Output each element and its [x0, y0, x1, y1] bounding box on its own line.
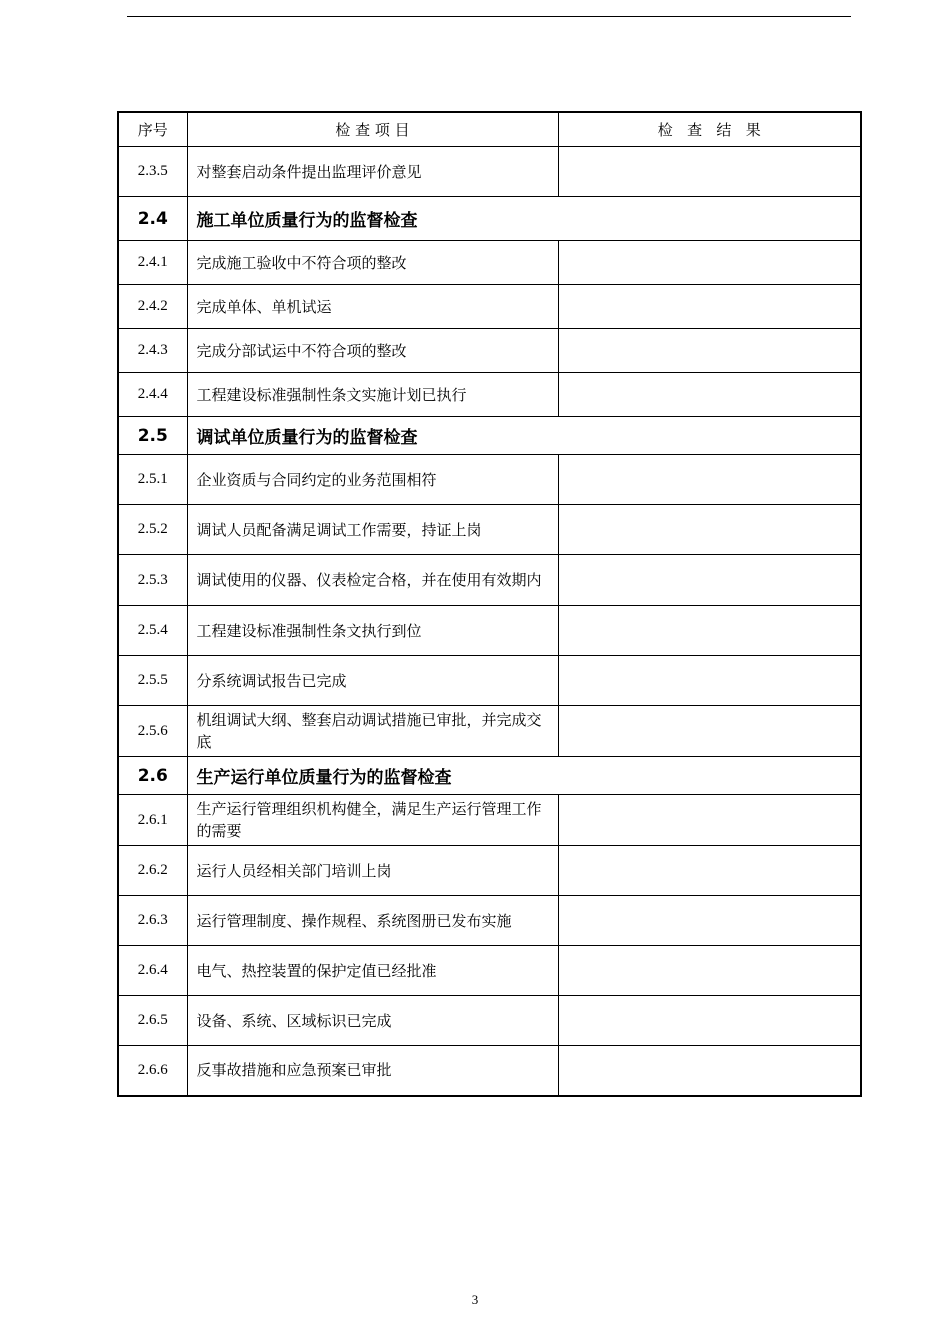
result-cell[interactable] [558, 329, 861, 373]
item-number: 2.5.4 [118, 606, 187, 656]
section-row [118, 417, 861, 455]
item-number: 2.6.1 [118, 795, 187, 846]
result-cell[interactable] [558, 846, 861, 896]
item-number: 2.4.4 [118, 373, 187, 417]
result-cell[interactable] [558, 656, 861, 706]
item-description: 工程建设标准强制性条文实施计划已执行 [187, 373, 558, 417]
result-cell[interactable] [558, 1046, 861, 1096]
item-number: 2.6.5 [118, 996, 187, 1046]
result-cell[interactable] [558, 285, 861, 329]
item-description: 运行管理制度、操作规程、系统图册已发布实施 [187, 896, 558, 946]
result-cell[interactable] [558, 706, 861, 757]
table-row [118, 285, 861, 329]
inspection-checklist-table [117, 111, 862, 1097]
table-header-row [118, 112, 861, 147]
result-cell[interactable] [558, 147, 861, 197]
table-row [118, 505, 861, 555]
result-cell[interactable] [558, 241, 861, 285]
result-cell[interactable] [558, 606, 861, 656]
item-number: 2.5.1 [118, 455, 187, 505]
header-item: 检 查 项 目 [187, 112, 558, 147]
section-row [118, 757, 861, 795]
result-cell[interactable] [558, 455, 861, 505]
header-rule [127, 16, 851, 17]
item-number: 2.4.2 [118, 285, 187, 329]
section-number: 2.4 [118, 197, 187, 241]
item-description: 运行人员经相关部门培训上岗 [187, 846, 558, 896]
table-row [118, 329, 861, 373]
item-description: 完成单体、单机试运 [187, 285, 558, 329]
table-row [118, 896, 861, 946]
table-row [118, 1046, 861, 1096]
result-cell[interactable] [558, 946, 861, 996]
item-description: 完成施工验收中不符合项的整改 [187, 241, 558, 285]
result-cell[interactable] [558, 555, 861, 606]
table-row [118, 373, 861, 417]
item-number: 2.5.6 [118, 706, 187, 757]
item-description: 对整套启动条件提出监理评价意见 [187, 147, 558, 197]
table-row [118, 946, 861, 996]
section-title: 生产运行单位质量行为的监督检查 [187, 757, 861, 795]
item-description: 调试使用的仪器、仪表检定合格，并在使用有效期内 [187, 555, 558, 606]
item-number: 2.6.4 [118, 946, 187, 996]
table-row [118, 795, 861, 846]
item-number: 2.6.3 [118, 896, 187, 946]
item-description: 反事故措施和应急预案已审批 [187, 1046, 558, 1096]
item-description: 完成分部试运中不符合项的整改 [187, 329, 558, 373]
section-title: 调试单位质量行为的监督检查 [187, 417, 861, 455]
item-description: 调试人员配备满足调试工作需要，持证上岗 [187, 505, 558, 555]
table-row [118, 656, 861, 706]
item-description: 工程建设标准强制性条文执行到位 [187, 606, 558, 656]
table-row [118, 606, 861, 656]
result-cell[interactable] [558, 373, 861, 417]
header-seq: 序号 [118, 112, 187, 147]
section-title: 施工单位质量行为的监督检查 [187, 197, 861, 241]
section-row [118, 197, 861, 241]
table-row [118, 241, 861, 285]
page-number: 3 [471, 1292, 479, 1307]
table-row [118, 706, 861, 757]
result-cell[interactable] [558, 996, 861, 1046]
section-number: 2.6 [118, 757, 187, 795]
item-description: 生产运行管理组织机构健全，满足生产运行管理工作的需要 [187, 795, 558, 846]
item-number: 2.6.2 [118, 846, 187, 896]
item-number: 2.6.6 [118, 1046, 187, 1096]
item-description: 机组调试大纲、整套启动调试措施已审批，并完成交底 [187, 706, 558, 757]
result-cell[interactable] [558, 505, 861, 555]
table-row [118, 455, 861, 505]
item-description: 电气、热控装置的保护定值已经批准 [187, 946, 558, 996]
item-number: 2.5.2 [118, 505, 187, 555]
item-number: 2.4.3 [118, 329, 187, 373]
item-number: 2.5.5 [118, 656, 187, 706]
item-number: 2.3.5 [118, 147, 187, 197]
table-row [118, 846, 861, 896]
table-row [118, 147, 861, 197]
item-number: 2.5.3 [118, 555, 187, 606]
result-cell[interactable] [558, 795, 861, 846]
item-description: 企业资质与合同约定的业务范围相符 [187, 455, 558, 505]
item-description: 设备、系统、区域标识已完成 [187, 996, 558, 1046]
item-description: 分系统调试报告已完成 [187, 656, 558, 706]
header-result: 检 查 结 果 [558, 112, 861, 147]
result-cell[interactable] [558, 896, 861, 946]
table-row [118, 555, 861, 606]
table-row [118, 996, 861, 1046]
section-number: 2.5 [118, 417, 187, 455]
item-number: 2.4.1 [118, 241, 187, 285]
